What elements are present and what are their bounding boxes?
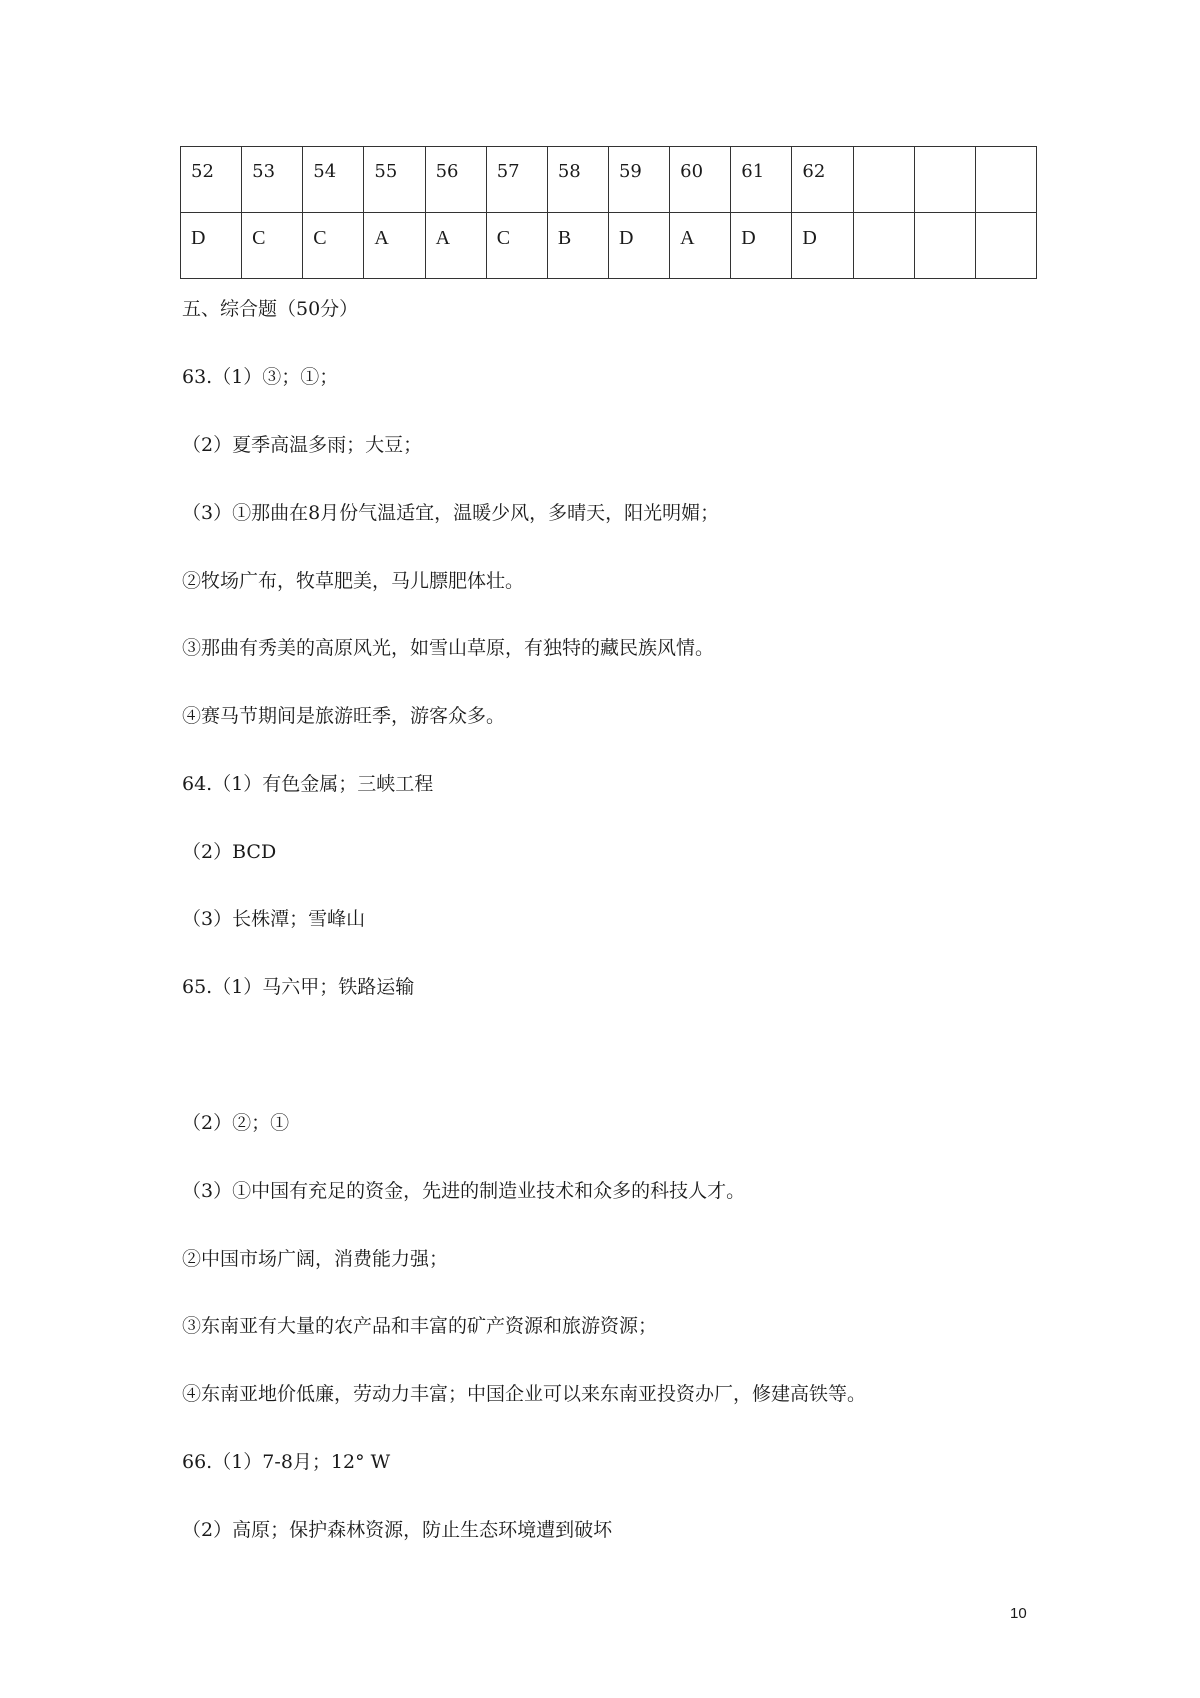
answer-line: ③那曲有秀美的高原风光，如雪山草原，有独特的藏民族风情。 — [182, 637, 715, 659]
question-number-cell — [914, 147, 975, 213]
answer-line: （2）②；① — [182, 1112, 290, 1134]
question-number-cell: 54 — [303, 147, 364, 213]
answer-line: 65.（1）马六甲；铁路运输 — [182, 976, 415, 998]
answer-cell: C — [242, 213, 303, 279]
question-number-cell: 57 — [486, 147, 547, 213]
answer-line: ②牧场广布，牧草肥美，马儿膘肥体壮。 — [182, 570, 525, 592]
question-number-cell: 58 — [547, 147, 608, 213]
answer-line: ③东南亚有大量的农产品和丰富的矿产资源和旅游资源； — [182, 1315, 658, 1337]
answer-line: 63.（1）③；①； — [182, 366, 339, 388]
answer-cell — [914, 213, 975, 279]
answer-line: ④赛马节期间是旅游旺季，游客众多。 — [182, 705, 506, 727]
question-number-cell: 52 — [181, 147, 242, 213]
answer-cell: C — [303, 213, 364, 279]
answer-line: ④东南亚地价低廉，劳动力丰富；中国企业可以来东南亚投资办厂，修建高铁等。 — [182, 1383, 867, 1405]
question-number-row — [181, 147, 1037, 213]
answer-table — [180, 146, 1037, 279]
answer-cell: A — [670, 213, 731, 279]
answer-row — [181, 213, 1037, 279]
answer-cell — [975, 213, 1036, 279]
question-number-cell: 61 — [731, 147, 792, 213]
answer-line: （3）①中国有充足的资金，先进的制造业技术和众多的科技人才。 — [182, 1180, 746, 1202]
answer-cell: D — [731, 213, 792, 279]
question-number-cell — [975, 147, 1036, 213]
answer-cell: D — [792, 213, 853, 279]
question-number-cell: 62 — [792, 147, 853, 213]
answer-cell: A — [364, 213, 425, 279]
answer-line: （3）长株潭；雪峰山 — [182, 908, 366, 930]
question-number-cell — [853, 147, 914, 213]
answer-cell: A — [425, 213, 486, 279]
section-heading: 五、综合题（50分） — [182, 298, 359, 320]
question-number-cell: 59 — [608, 147, 669, 213]
answer-line: 66.（1）7-8月；12° W — [182, 1451, 391, 1473]
question-number-cell: 55 — [364, 147, 425, 213]
answer-cell: C — [486, 213, 547, 279]
answer-line: 64.（1）有色金属；三峡工程 — [182, 773, 434, 795]
answer-line: （2）高原；保护森林资源，防止生态环境遭到破坏 — [182, 1519, 613, 1541]
question-number-cell: 60 — [670, 147, 731, 213]
question-number-cell: 56 — [425, 147, 486, 213]
answer-line: （2）夏季高温多雨；大豆； — [182, 434, 423, 456]
page-number: 10 — [1010, 1605, 1027, 1622]
answer-line: ②中国市场广阔，消费能力强； — [182, 1248, 449, 1270]
answer-cell: D — [181, 213, 242, 279]
answer-cell — [853, 213, 914, 279]
answer-cell: B — [547, 213, 608, 279]
answer-cell: D — [608, 213, 669, 279]
answer-line: （3）①那曲在8月份气温适宜，温暖少风，多晴天，阳光明媚； — [182, 502, 720, 524]
question-number-cell: 53 — [242, 147, 303, 213]
answer-line: （2）BCD — [182, 841, 277, 863]
